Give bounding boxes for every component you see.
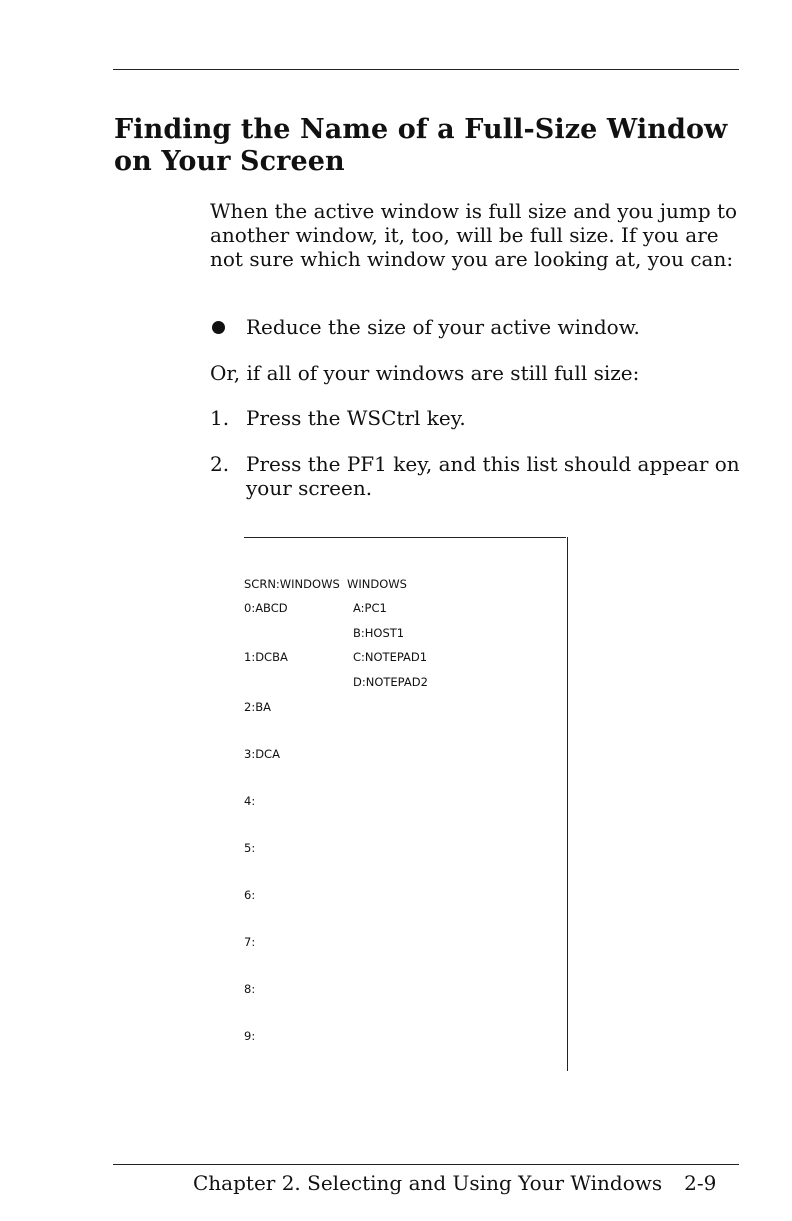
screen-cell: 2:BA xyxy=(244,700,271,714)
bullet-text: Reduce the size of your active window. xyxy=(246,315,640,339)
screen-top-border xyxy=(244,537,566,538)
screen-cell: 9: xyxy=(244,1029,256,1043)
screen-cell: C:NOTEPAD1 xyxy=(353,650,428,664)
or-paragraph: Or, if all of your windows are still full size: xyxy=(210,361,640,385)
step-text: Press the PF1 key, and this list should appear on your screen. xyxy=(246,452,740,500)
screen-cell: D:NOTEPAD2 xyxy=(353,675,428,689)
screen-cell: 8: xyxy=(244,982,256,996)
intro-paragraph: When the active window is full size and you jump to another window, it, too, will be full size. If you are not sure which window you are looking at, you can: xyxy=(210,199,738,271)
top-rule xyxy=(113,69,739,70)
screen-cell: 1:DCBA xyxy=(244,650,288,664)
screen-right-border xyxy=(567,537,568,1071)
screen-cell: B:HOST1 xyxy=(353,626,405,640)
screen-cell: 7: xyxy=(244,935,256,949)
screen-cell: 0:ABCD xyxy=(244,601,288,615)
footer-chapter: Chapter 2. Selecting and Using Your Windows xyxy=(193,1171,663,1195)
screen-header-right: WINDOWS xyxy=(347,577,407,591)
screen-cell: A:PC1 xyxy=(353,601,387,615)
bottom-rule xyxy=(113,1164,739,1165)
page-footer xyxy=(193,1171,716,1195)
screen-cell: 3:DCA xyxy=(244,747,280,761)
section-heading: Finding the Name of a Full-Size Window on Your Screen xyxy=(114,114,728,177)
screen-cell: 4: xyxy=(244,794,256,808)
screen-header-left: SCRN:WINDOWS xyxy=(244,577,340,591)
step-text: Press the WSCtrl key. xyxy=(246,406,466,430)
bullet-icon xyxy=(212,321,225,334)
page-number: 2-9 xyxy=(684,1171,717,1195)
step-number: 2. xyxy=(210,452,230,476)
screen-cell: 5: xyxy=(244,841,256,855)
step-number: 1. xyxy=(210,406,230,430)
screen-figure xyxy=(244,537,568,1071)
screen-cell: 6: xyxy=(244,888,256,902)
